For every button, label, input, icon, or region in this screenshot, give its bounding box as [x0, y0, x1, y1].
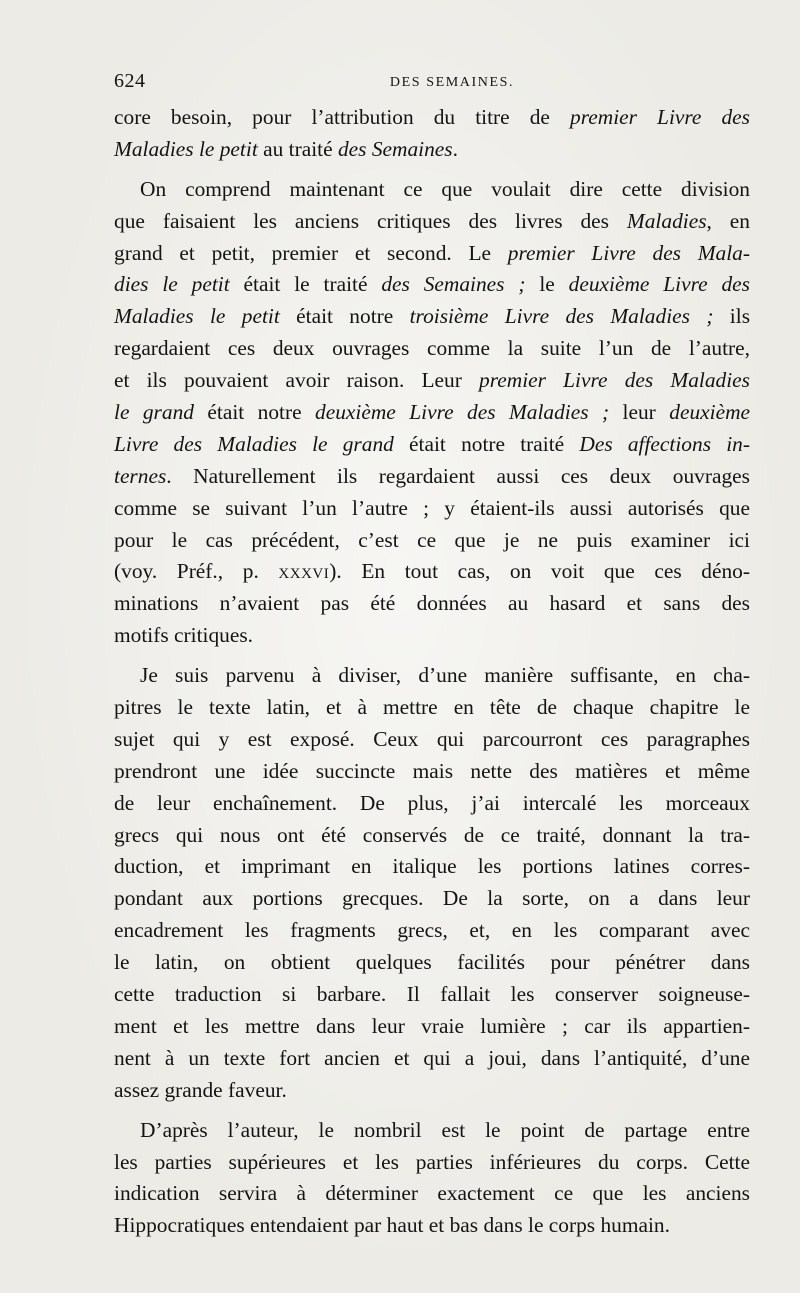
text-run: core besoin, pour l’attribution du titre de: [114, 105, 571, 129]
text-line: [114, 851, 750, 883]
paragraph: [114, 174, 750, 652]
italic-run: des Semaines: [337, 136, 453, 161]
text-run: était notre: [279, 304, 410, 329]
page-header: [114, 70, 750, 96]
text-line: [114, 461, 750, 493]
text-run: les parties supérieures et les parties inférieures du corps. Cette: [114, 1149, 750, 1174]
text-run: comme se suivant l’un l’autre ; y étaient-ils aussi autorisés que: [114, 495, 750, 520]
text-line: [114, 1210, 750, 1242]
text-line: [114, 1075, 750, 1107]
text-run: pour le cas précédent, c’est ce que je ne puis examiner ici: [114, 527, 750, 552]
text-line: [114, 756, 750, 788]
text-run: Je suis parvenu à diviser, d’une manière suffisante, en cha-: [140, 663, 750, 688]
text-line: [114, 102, 750, 134]
text-line: [114, 915, 750, 947]
text-line: [114, 1147, 750, 1179]
text-run: regardaient ces deux ouvrages comme la suite l’un de l’autre,: [114, 336, 750, 361]
text-line: [114, 174, 750, 206]
paragraph: [114, 102, 750, 166]
italic-run: premier Livre des Mala-: [507, 240, 751, 265]
text-line: [114, 301, 750, 333]
text-line: [114, 365, 750, 397]
text-line: [114, 269, 750, 301]
paragraph: [114, 660, 750, 1106]
italic-run: Maladies le petit: [114, 136, 258, 161]
text-run: On comprend maintenant ce que voulait dire cette division: [140, 176, 750, 201]
text-line: [114, 1178, 750, 1210]
text-run: D’après l’auteur, le nombril est le point de partage entre: [140, 1117, 750, 1142]
text-line: [114, 820, 750, 852]
text-run: , en: [706, 208, 751, 233]
text-line: [114, 1043, 750, 1075]
italic-run: Des affections in-: [579, 431, 750, 456]
italic-run: le grand: [114, 400, 194, 425]
italic-run: deuxième Livre des: [568, 272, 750, 297]
text-run: .: [452, 136, 458, 161]
text-run: leur: [609, 400, 670, 425]
text-run: prendront une idée succincte mais nette des matières et même: [114, 758, 750, 783]
italic-run: deuxième Livre des Maladies ;: [315, 400, 610, 425]
running-title: DES SEMAINES.: [389, 75, 515, 90]
text-line: [114, 724, 750, 756]
text-run: indication servira à déterminer exactement ce que les anciens: [114, 1181, 750, 1206]
text-run: le: [525, 272, 569, 297]
text-run: et ils pouvaient avoir raison. Leur: [114, 368, 480, 393]
italic-run: Maladies: [626, 208, 707, 233]
text-run: grecs qui nous ont été conservés de ce traité, donnant la tra-: [114, 822, 750, 847]
italic-run: dies le petit: [114, 272, 230, 297]
text-line: [114, 883, 750, 915]
text-line: [114, 525, 750, 557]
text-run: grand et petit, premier et second. Le: [114, 240, 508, 265]
text-line: [114, 788, 750, 820]
text-line: [114, 333, 750, 365]
text-line: [114, 556, 750, 588]
text-run: ils: [713, 304, 751, 329]
paragraph: [114, 1115, 750, 1243]
text-line: [114, 134, 750, 166]
text-run: nent à un texte fort ancien et qui a joui, dans l’antiquité, d’une: [114, 1045, 750, 1070]
text-run: cette traduction si barbare. Il fallait les conserver soigneuse-: [114, 982, 750, 1007]
text-run: que faisaient les anciens critiques des livres des: [114, 208, 627, 233]
text-run: était notre traité: [393, 431, 580, 456]
text-run: ment et les mettre dans leur vraie lumière ; car ils appartien-: [114, 1013, 750, 1038]
body-text: [114, 102, 750, 1250]
text-line: [114, 692, 750, 724]
text-run: pitres le texte latin, et à mettre en tête de chaque chapitre le: [114, 695, 750, 720]
text-run: était notre: [193, 400, 316, 425]
italic-run: ternes: [114, 463, 167, 488]
text-line: [114, 1011, 750, 1043]
text-run: pondant aux portions grecques. De la sorte, on a dans leur: [114, 886, 750, 911]
italic-run: troisième Livre des Maladies ;: [409, 304, 714, 329]
text-run: minations n’avaient pas été données au hasard et sans des: [114, 591, 750, 616]
text-run: était le traité: [229, 272, 382, 297]
text-line: [114, 238, 750, 270]
text-run: ). En tout cas, on voit que ces déno-: [329, 559, 750, 584]
text-line: [114, 206, 750, 238]
italic-run: premier Livre des: [570, 105, 751, 129]
italic-run: deuxième: [669, 400, 751, 425]
text-line: [114, 947, 750, 979]
text-line: [114, 397, 750, 429]
text-run: assez grande faveur.: [114, 1077, 287, 1102]
text-line: [114, 429, 750, 461]
text-run: sujet qui y est exposé. Ceux qui parcourront ces paragraphes: [114, 726, 750, 751]
page-number: 624: [114, 70, 146, 92]
text-line: [114, 493, 750, 525]
text-run: encadrement les fragments grecs, et, en les comparant avec: [114, 918, 750, 943]
italic-run: Maladies le petit: [114, 304, 280, 329]
text-run: au traité: [257, 136, 338, 161]
text-run: de leur enchaînement. De plus, j’ai intercalé les morceaux: [114, 790, 750, 815]
text-line: [114, 1115, 750, 1147]
text-run: (voy. Préf., p.: [114, 559, 279, 584]
text-run: duction, et imprimant en italique les portions latines corres-: [114, 854, 750, 879]
text-line: [114, 620, 750, 652]
text-line: [114, 979, 750, 1011]
text-run: Hippocratiques entendaient par haut et bas dans le corps humain.: [114, 1213, 670, 1238]
italic-run: Livre des Maladies le grand: [114, 431, 394, 456]
text-run: motifs critiques.: [114, 623, 254, 648]
text-run: xxxvi: [278, 559, 330, 584]
italic-run: des Semaines ;: [381, 272, 526, 297]
text-line: [114, 588, 750, 620]
italic-run: premier Livre des Maladies: [479, 368, 750, 393]
text-line: [114, 660, 750, 692]
text-run: le latin, on obtient quelques facilités pour pénétrer dans: [114, 950, 750, 975]
text-run: . Naturellement ils regardaient aussi ces deux ouvrages: [166, 463, 750, 488]
